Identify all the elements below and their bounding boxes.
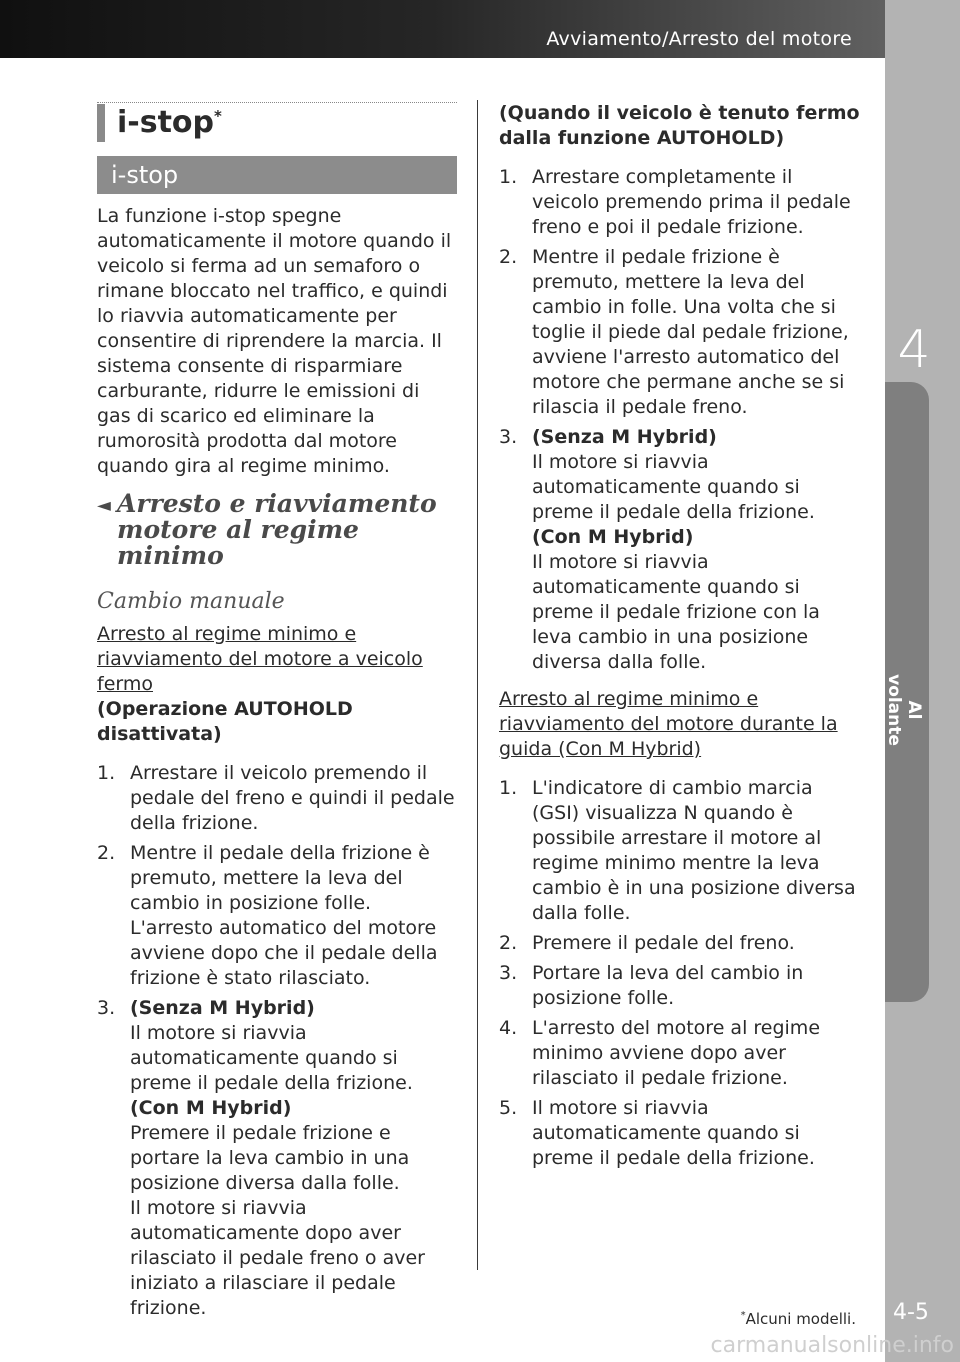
page-header [0, 0, 960, 58]
footnote: *Alcuni modelli. [740, 1310, 856, 1328]
section-title-row [97, 96, 457, 146]
title-marker [97, 104, 105, 142]
underlined-heading: Arresto al regime minimo e riavviamento del motore durante la guida (Con M Hybrid) [499, 688, 838, 760]
steps-list [499, 165, 865, 675]
chapter-number: 4 [897, 320, 931, 380]
list-item: 4. L'arresto del motore al regime minimo avviene dopo aver rilasciato il pedale frizione. [499, 1017, 821, 1089]
underlined-heading: Arresto al regime minimo e riavviamento del motore a veicolo fermo [97, 623, 423, 695]
title-asterisk: * [214, 107, 222, 125]
page-number: 4-5 [893, 1300, 929, 1325]
list-item: 2. Mentre il pedale della frizione è premuto, mettere la leva del cambio in posizione folle. L'arresto automatico del motore avviene dopo che il pedale della frizione è stato rilasciato. [97, 842, 438, 989]
subheading: ◄ Arresto e riavviamento motore al regime minimo [97, 489, 437, 570]
list-item: 1. L'indicatore di cambio marcia (GSI) visualizza N quando è possibile arrestare il motore al regime minimo mentre la leva cambio è in una posizione diversa dalla folle. [499, 777, 856, 924]
list-item: 1. Arrestare il veicolo premendo il pedale del freno e quindi il pedale della frizione. [97, 762, 455, 834]
left-column [97, 96, 457, 1326]
steps-list-2 [499, 776, 865, 1171]
header-title: Avviamento/Arresto del motore [546, 28, 852, 50]
section-title: i-stop* [117, 105, 222, 140]
list-item: 1. Arrestare completamente il veicolo premendo prima il pedale freno e poi il pedale frizione. [499, 166, 851, 238]
list-item: 2. Premere il pedale del freno. [499, 932, 795, 954]
list-item: 3. (Senza M Hybrid) Il motore si riavvia automaticamente quando si preme il pedale della frizione. (Con M Hybrid) Il motore si riavvia automaticamente quando si preme il pedale frizione con la leva cambio in una posizione diversa dalla folle. [499, 426, 820, 673]
condition-heading: (Operazione AUTOHOLD disattivata) [97, 698, 353, 745]
list-item: 2. Mentre il pedale frizione è premuto, mettere la leva del cambio in folle. Una volta che si toglie il piede dal pedale frizione, avviene l'arresto automatico del motore che permane anche se si rilascia il pedale freno. [499, 246, 849, 418]
column-divider [477, 100, 478, 1270]
intro-paragraph: La funzione i-stop spegne automaticamente il motore quando il veicolo si ferma ad un semaforo o rimane bloccato nel traffico, e quindi lo riavvia automaticamente per consentire di riprendere la marcia. Il sistema consente di risparmiare carburante, ridurre le emissioni di gas di scarico ed eliminare la rumorosità prodotta dal motore quando gira al regime minimo. [97, 205, 452, 477]
section-heading: Cambio manuale [97, 589, 285, 614]
subsection-band: i-stop [97, 156, 457, 194]
condition-heading: (Quando il veicolo è tenuto fermo dalla funzione AUTOHOLD) [499, 102, 860, 149]
chapter-label: Al volante [884, 674, 924, 746]
list-item: 3. (Senza M Hybrid) Il motore si riavvia automaticamente quando si preme il pedale della frizione. (Con M Hybrid) Premere il pedale frizione e portare la leva cambio in una posizione diversa dalla folle. Il motore si riavvia automaticamente dopo aver rilasciato il pedale freno o aver iniziato a rilasciare il pedale frizione. [97, 997, 425, 1319]
list-item: 3. Portare la leva del cambio in posizione folle. [499, 962, 804, 1009]
subheading-arrow-icon: ◄ [97, 495, 111, 516]
steps-list [97, 761, 457, 1321]
right-column [499, 101, 865, 1176]
title-dotted-rule [97, 102, 457, 103]
watermark: carmanualsonline.info [710, 1333, 954, 1358]
list-item: 5. Il motore si riavvia automaticamente quando si preme il pedale della frizione. [499, 1097, 815, 1169]
